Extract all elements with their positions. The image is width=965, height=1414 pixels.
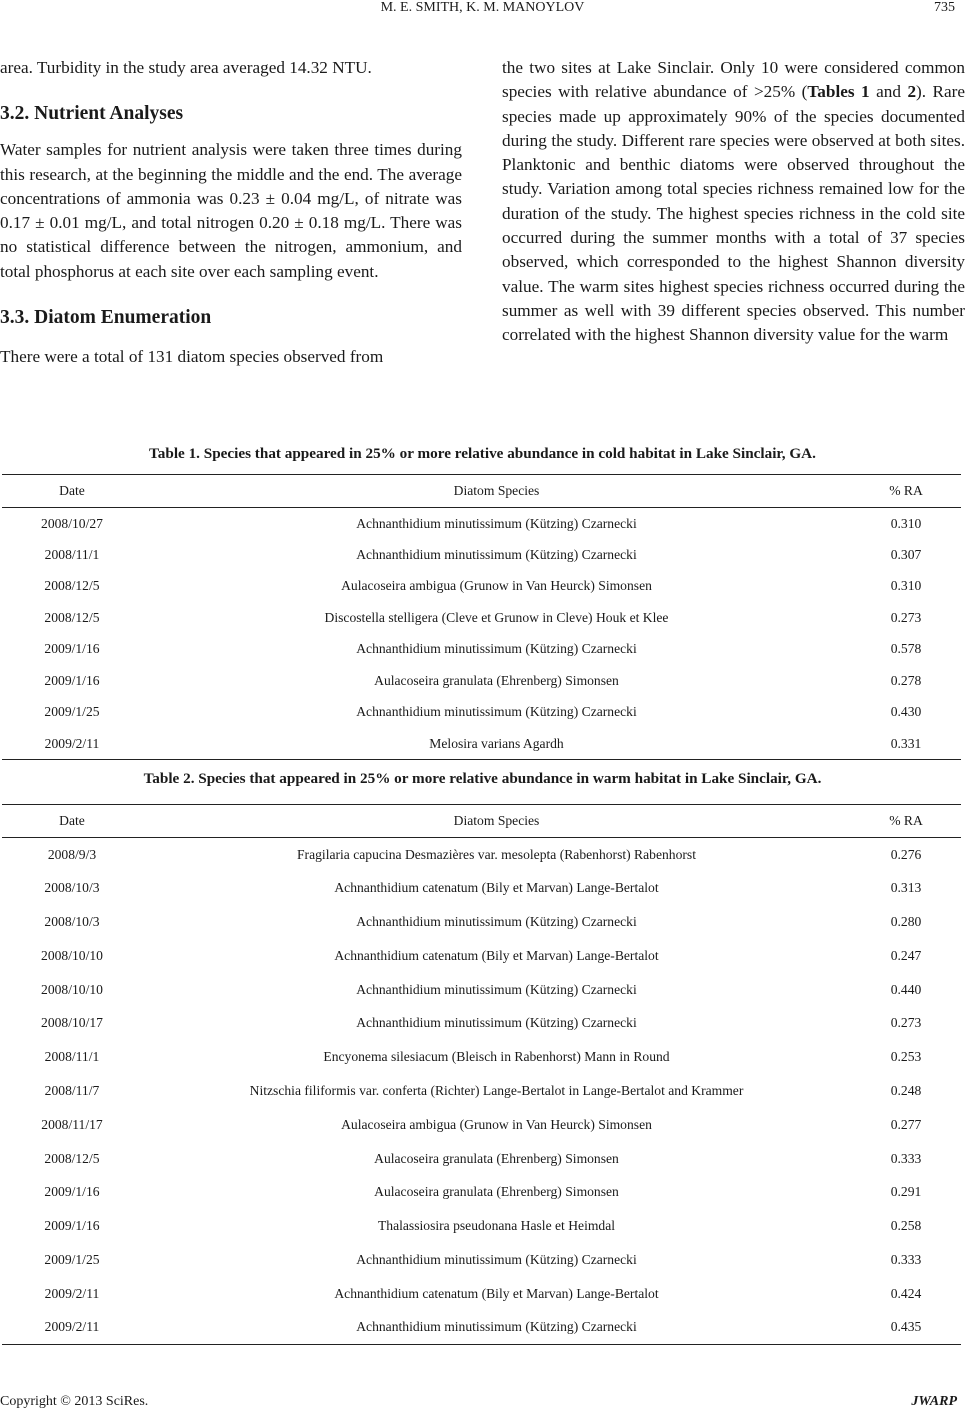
cell-ra: 0.430 bbox=[890, 704, 922, 720]
cell-ra: 0.435 bbox=[890, 1319, 922, 1335]
cell-species: Achnanthidium minutissimum (Kützing) Czarnecki bbox=[356, 1319, 637, 1335]
table-row bbox=[2, 697, 961, 729]
table-row bbox=[2, 634, 961, 666]
cell-ra: 0.248 bbox=[890, 1082, 922, 1098]
cell-species: Achnanthidium minutissimum (Kützing) Czarnecki bbox=[356, 704, 637, 720]
table2-caption: Table 2. Species that appeared in 25% or more relative abundance in warm habitat in Lake Sinclair, GA. bbox=[143, 770, 822, 787]
table-row bbox=[2, 728, 961, 760]
table-ref-1[interactable]: Tables 1 bbox=[807, 82, 870, 102]
table1-header-species: Diatom Species bbox=[453, 483, 540, 498]
table-row bbox=[2, 1006, 961, 1040]
cell-species: Nitzschia filiformis var. conferta (Richter) Lange-Bertalot in Lange-Bertalot and Krammer bbox=[249, 1082, 744, 1098]
cell-ra: 0.331 bbox=[890, 735, 922, 751]
cell-species: Achnanthidium minutissimum (Kützing) Czarnecki bbox=[356, 1015, 637, 1031]
cell-species: Achnanthidium catenatum (Bily et Marvan) Lange-Bertalot bbox=[334, 880, 659, 896]
cell-ra: 0.247 bbox=[890, 947, 922, 963]
table-row bbox=[2, 1209, 961, 1243]
table-ref-2[interactable]: 2 bbox=[907, 82, 917, 102]
cell-species: Encyonema silesiacum (Bleisch in Rabenhorst) Mann in Round bbox=[323, 1049, 670, 1065]
cell-date: 2008/10/3 bbox=[44, 880, 100, 896]
cell-date: 2008/12/5 bbox=[44, 1150, 100, 1166]
table-row bbox=[2, 539, 961, 571]
table-row bbox=[2, 665, 961, 697]
nutrient-heading: 3.2. Nutrient Analyses bbox=[0, 103, 184, 125]
cell-ra: 0.253 bbox=[890, 1049, 922, 1065]
table1-header-ra: % RA bbox=[889, 483, 923, 498]
right-column bbox=[502, 56, 965, 348]
cell-species: Achnanthidium minutissimum (Kützing) Czarnecki bbox=[356, 641, 637, 657]
table-row bbox=[2, 871, 961, 905]
left-column bbox=[0, 56, 462, 369]
cell-date: 2008/11/7 bbox=[44, 1082, 100, 1098]
cell-species: Achnanthidium catenatum (Bily et Marvan) Lange-Bertalot bbox=[334, 947, 659, 963]
cell-species: Aulacoseira granulata (Ehrenberg) Simonsen bbox=[374, 1150, 619, 1166]
cell-ra: 0.313 bbox=[890, 880, 922, 896]
cell-date: 2008/11/17 bbox=[41, 1116, 103, 1132]
cell-date: 2008/10/10 bbox=[41, 947, 103, 963]
cell-date: 2008/10/27 bbox=[41, 515, 103, 531]
table2-header-ra: % RA bbox=[889, 813, 923, 828]
table1-header-row bbox=[2, 475, 961, 508]
journal-name: JWARP bbox=[911, 1394, 957, 1409]
cell-date: 2009/2/11 bbox=[44, 1319, 100, 1335]
cell-ra: 0.310 bbox=[890, 515, 922, 531]
cell-species: Aulacoseira granulata (Ehrenberg) Simonsen bbox=[374, 672, 619, 688]
table-row bbox=[2, 939, 961, 973]
table-row bbox=[2, 1142, 961, 1176]
cell-date: 2008/10/17 bbox=[41, 1015, 103, 1031]
cell-species: Thalassiosira pseudonana Hasle et Heimdal bbox=[377, 1218, 616, 1234]
table-row bbox=[2, 508, 961, 540]
table-row bbox=[2, 1074, 961, 1108]
cell-date: 2009/1/16 bbox=[44, 1184, 100, 1200]
table2-header-species: Diatom Species bbox=[453, 813, 540, 828]
cell-ra: 0.333 bbox=[890, 1150, 922, 1166]
cell-species: Achnanthidium minutissimum (Kützing) Czarnecki bbox=[356, 1251, 637, 1267]
table1-header-date: Date bbox=[59, 483, 85, 498]
cell-species: Aulacoseira ambigua (Grunow in Van Heurck) Simonsen bbox=[341, 578, 652, 594]
table-row bbox=[2, 905, 961, 939]
results-text-1: the two sites at Lake Sinclair. Only 10 were considered common species with relative abundance of >25% ( bbox=[502, 58, 965, 102]
cell-date: 2009/1/25 bbox=[44, 1251, 100, 1267]
cell-species: Aulacoseira ambigua (Grunow in Van Heurck) Simonsen bbox=[341, 1116, 652, 1132]
cell-ra: 0.291 bbox=[890, 1184, 922, 1200]
table1-caption: Table 1. Species that appeared in 25% or more relative abundance in cold habitat in Lake Sinclair, GA. bbox=[149, 445, 816, 462]
cell-ra: 0.277 bbox=[890, 1116, 922, 1132]
table-row bbox=[2, 1277, 961, 1311]
cell-date: 2008/12/5 bbox=[44, 578, 100, 594]
cell-ra: 0.278 bbox=[890, 672, 922, 688]
intro-paragraph: area. Turbidity in the study area averaged 14.32 NTU. bbox=[0, 58, 372, 77]
cell-species: Achnanthidium minutissimum (Kützing) Czarnecki bbox=[356, 546, 637, 562]
cell-date: 2008/12/5 bbox=[44, 609, 100, 625]
diatom-heading: 3.3. Diatom Enumeration bbox=[0, 307, 212, 329]
cell-ra: 0.280 bbox=[890, 913, 922, 929]
cell-date: 2009/1/16 bbox=[44, 1218, 100, 1234]
cell-date: 2009/1/16 bbox=[44, 641, 100, 657]
diatom-paragraph: There were a total of 131 diatom species observed from bbox=[0, 347, 384, 367]
cell-date: 2008/10/3 bbox=[44, 913, 100, 929]
cell-species: Melosira varians Agardh bbox=[429, 735, 564, 751]
table-row bbox=[2, 602, 961, 634]
cell-date: 2008/11/1 bbox=[44, 546, 100, 562]
table-row bbox=[2, 571, 961, 603]
table1 bbox=[2, 474, 961, 760]
table-row bbox=[2, 1108, 961, 1142]
table-row bbox=[2, 1311, 961, 1345]
results-paragraph bbox=[502, 56, 965, 348]
table-row bbox=[2, 1243, 961, 1277]
results-text-3: ). Rare species made up approximately 90% of the species documented during the study. Different rare species were observed at both sites. Planktonic and benthic diatoms were observed throughout the study. Variation among total species richness remained low for the duration of the study. The highest species richness in the cold site occurred during the summer months with a total of 37 species observed, which corresponded to the highest Shannon diversity value. The warm sites highest species richness occurred during the summer as well with 39 different species observed. This number correlated with the highest Shannon diversity value for the warm bbox=[502, 82, 965, 345]
cell-species: Fragilaria capucina Desmazières var. mesolepta (Rabenhorst) Rabenhorst bbox=[297, 846, 696, 862]
cell-ra: 0.440 bbox=[890, 981, 922, 997]
cell-ra: 0.310 bbox=[890, 578, 922, 594]
cell-date: 2009/1/25 bbox=[44, 704, 100, 720]
table2-header-date: Date bbox=[59, 813, 85, 828]
table-row bbox=[2, 838, 961, 872]
cell-ra: 0.307 bbox=[890, 546, 922, 562]
cell-ra: 0.273 bbox=[890, 1015, 922, 1031]
page-number: 735 bbox=[934, 0, 955, 15]
cell-date: 2008/11/1 bbox=[44, 1049, 100, 1065]
copyright-notice: Copyright © 2013 SciRes. bbox=[0, 1394, 149, 1409]
cell-ra: 0.333 bbox=[890, 1251, 922, 1267]
table-row bbox=[2, 973, 961, 1007]
table1-body bbox=[2, 508, 961, 760]
table2-header-row bbox=[2, 805, 961, 838]
running-head bbox=[0, 0, 965, 24]
cell-species: Discostella stelligera (Cleve et Grunow in Cleve) Houk et Klee bbox=[324, 609, 669, 625]
cell-species: Achnanthidium catenatum (Bily et Marvan) Lange-Bertalot bbox=[334, 1285, 659, 1301]
nutrient-paragraph: Water samples for nutrient analysis were taken three times during this research, at the beginning the middle and the end. The average concentrations of ammonia was 0.23 ± 0.04 mg/L, of nitrate was 0.17 ± 0.01 mg/L, and total nitrogen 0.20 ± 0.18 mg/L. There was no statistical difference between the nitrogen, ammonium, and total phosphorus at each site over each sampling event. bbox=[0, 140, 462, 281]
cell-ra: 0.276 bbox=[890, 846, 922, 862]
table2 bbox=[2, 804, 961, 1345]
cell-species: Aulacoseira granulata (Ehrenberg) Simonsen bbox=[374, 1184, 619, 1200]
table-row bbox=[2, 1175, 961, 1209]
cell-species: Achnanthidium minutissimum (Kützing) Czarnecki bbox=[356, 913, 637, 929]
cell-ra: 0.273 bbox=[890, 609, 922, 625]
cell-ra: 0.258 bbox=[890, 1218, 922, 1234]
cell-date: 2008/10/10 bbox=[41, 981, 103, 997]
cell-species: Achnanthidium minutissimum (Kützing) Czarnecki bbox=[356, 515, 637, 531]
table2-body bbox=[2, 838, 961, 1345]
cell-ra: 0.578 bbox=[890, 641, 922, 657]
cell-date: 2008/9/3 bbox=[47, 846, 97, 862]
cell-date: 2009/2/11 bbox=[44, 735, 100, 751]
cell-date: 2009/2/11 bbox=[44, 1285, 100, 1301]
running-head-authors: M. E. SMITH, K. M. MANOYLOV bbox=[380, 0, 585, 15]
results-text-2: and bbox=[869, 82, 908, 102]
cell-species: Achnanthidium minutissimum (Kützing) Czarnecki bbox=[356, 981, 637, 997]
cell-date: 2009/1/16 bbox=[44, 672, 100, 688]
table-row bbox=[2, 1040, 961, 1074]
cell-ra: 0.424 bbox=[890, 1285, 922, 1301]
